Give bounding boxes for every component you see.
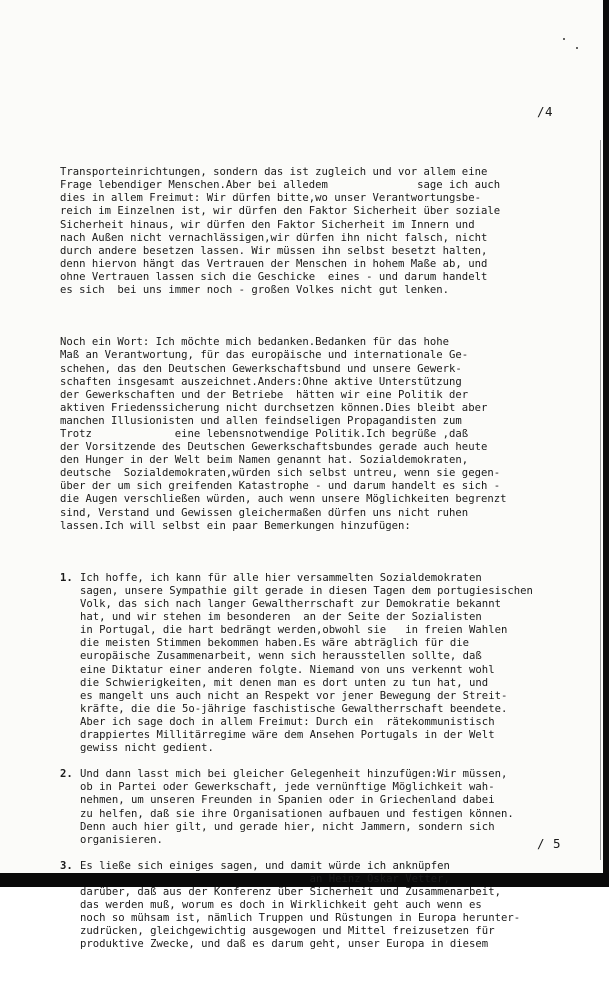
text-line: Trotz eine lebensnotwendige Politik.Ich begrüße ,daß — [60, 427, 469, 440]
text-line: in Portugal, die hart bedrängt werden,obwohl sie in freien Wahlen — [80, 624, 508, 637]
text-line: ohne Vertrauen lassen sich die Geschicke eines - und darum handelt — [60, 270, 488, 283]
text-line: gewiss nicht gedient. — [80, 742, 214, 755]
scan-speck — [576, 47, 578, 49]
text-line: nehmen, um unseren Freunden in Spanien oder in Griechenland dabei — [80, 794, 495, 807]
text-line: Denn auch hier gilt, und gerade hier, nicht Jammern, sondern sich — [80, 820, 495, 833]
page-marker-bottom: / 5 — [537, 836, 562, 851]
list-item-text — [80, 768, 590, 847]
text-line: Aber ich sage doch in allem Freimut: Durch ein rätekommunistisch — [80, 715, 495, 728]
text-line: hat, und wir stehen im besonderen an der Seite der Sozialisten — [80, 611, 482, 624]
text-line: Noch ein Wort: Ich möchte mich bedanken.Bedanken für das hohe — [60, 336, 450, 349]
text-line: ob in Partei oder Gewerkschaft, jede vernünftige Möglichkeit wah- — [80, 781, 495, 794]
text-line: reich im Einzelnen ist, wir dürfen den Faktor Sicherheit über soziale — [60, 205, 501, 218]
list-item-text — [80, 572, 590, 755]
text-line: sagen, unsere Sympathie gilt gerade in diesen Tagen dem portugiesischen — [80, 585, 533, 597]
text-line: die Augen verschließen würden, auch wenn unsere Möglichkeiten begrenzt — [60, 493, 507, 506]
list-item-text — [80, 860, 590, 952]
text-line: Es ließe sich einiges sagen, und damit würde ich anknüpfen — [80, 859, 450, 872]
text-line: eine Diktatur einer anderen folgte. Niemand von uns verkennt wohl — [80, 663, 495, 676]
text-line: Frage lebendiger Menschen.Aber bei alledem sage ich auch — [60, 179, 501, 192]
text-line: sind, Verstand und Gewissen gleichermaßen dürfen uns nicht ruhen — [60, 506, 469, 519]
text-line: darüber, daß aus der Konferenz über Sicherheit und Zusammenarbeit, — [80, 885, 501, 898]
text-line: drappiertes Millitärregime wäre dem Ansehen Portugals in der Welt — [80, 729, 495, 742]
text-line: zu helfen, daß sie ihre Organisationen aufbauen und festigen können. — [80, 807, 514, 820]
text-line: zudrücken, gleichgewichtig ausgewogen und Mittel freizusetzen für — [80, 925, 495, 938]
text-line: das werden muß, worum es doch in Wirklichkeit geht auch wenn es — [80, 899, 482, 912]
text-line: manchen Illusionisten und allen feindseligen Propagandisten zum — [60, 414, 462, 427]
text-line: Maß an Verantwortung, für das europäische und internationale Ge- — [60, 349, 469, 362]
text-line: kräfte, die die 5o-jährige faschistische Gewaltherrschaft beendete. — [80, 702, 508, 715]
list-item — [60, 572, 590, 755]
text-line: europäische Zusammenarbeit, wenn sich herausstellen sollte, daß — [80, 650, 482, 663]
text-line: schehen, das den Deutschen Gewerkschaftsbund und unsere Gewerk- — [60, 362, 462, 375]
list-item-number: 2. — [60, 768, 73, 781]
numbered-list — [60, 572, 590, 952]
text-line: nach Außen nicht vernachlässigen,wir dürfen ihn nicht falsch, nicht — [60, 231, 488, 244]
list-item — [60, 768, 590, 847]
text-line: an Heinz Oskar Vetter, — [80, 872, 450, 885]
text-line: organisieren. — [80, 833, 163, 846]
text-line: die Schwierigkeiten, mit denen man es dort unten zu tun hat, und — [80, 676, 489, 689]
body-text — [60, 140, 590, 991]
text-line: der Gewerkschaften und der Betriebe hätten wir eine Politik der — [60, 388, 469, 401]
text-line: durch andere besetzen lassen. Wir müssen ihn selbst besetzt halten, — [60, 244, 488, 257]
text-line: Und dann lasst mich bei gleicher Gelegenheit hinzufügen:Wir müssen, — [80, 768, 508, 781]
text-line: aktiven Friedenssicherung nicht durchsetzen können.Dies bleibt aber — [60, 401, 488, 414]
list-item-number: 3. — [60, 859, 73, 872]
text-line: über der um sich greifenden Katastrophe - und darum handelt es sich - — [60, 480, 501, 493]
text-line: lassen.Ich will selbst ein paar Bemerkungen hinzufügen: — [60, 519, 411, 532]
text-line: produktive Zwecke, und daß es darum geht, unser Europa in diesem — [80, 938, 489, 951]
list-item-number: 1. — [60, 571, 73, 584]
list-item — [60, 860, 590, 952]
text-line: der Vorsitzende des Deutschen Gewerkschaftsbundes gerade auch heute — [60, 441, 488, 454]
text-line: deutsche Sozialdemokraten,würden sich selbst untreu, wenn sie gegen- — [60, 467, 501, 480]
scan-edge-line — [600, 140, 601, 860]
text-line: den Hunger in der Welt beim Namen genannt hat. Sozialdemokraten, — [60, 454, 469, 467]
scan-edge-right — [603, 0, 609, 887]
second-paragraph — [60, 336, 590, 532]
text-line: es mangelt uns auch nicht an Respekt vor jener Bewegung der Streit- — [80, 689, 508, 702]
scan-speck — [563, 38, 565, 40]
text-line: dies in allem Freimut: Wir dürfen bitte,wo unser Verantwortungsbe- — [60, 192, 481, 205]
text-line: Volk, das sich nach langer Gewaltherrschaft zur Demokratie bekannt — [80, 598, 501, 611]
intro-paragraph — [60, 166, 590, 297]
text-line: noch so mühsam ist, nämlich Truppen und Rüstungen in Europa herunter- — [80, 912, 521, 925]
text-line: Transporteinrichtungen, sondern das ist zugleich und vor allem eine — [60, 166, 488, 179]
text-line: denn hiervon hängt das Vertrauen der Menschen in hohem Maße ab, und — [60, 257, 488, 270]
text-line: die meisten Stimmen bekommen haben.Es wäre abträglich für die — [80, 637, 470, 650]
page-marker-top: /4 — [537, 104, 554, 119]
text-line: Sicherheit hinaus, wir dürfen den Faktor Sicherheit im Innern und — [60, 218, 475, 231]
text-line: es sich bei uns immer noch - großen Volkes nicht gut lenken. — [60, 284, 450, 297]
text-line: schaften insgesamt auszeichnet.Anders:Ohne aktive Unterstützung — [60, 375, 462, 388]
text-line: Ich hoffe, ich kann für alle hier versammelten Sozialdemokraten — [80, 571, 482, 584]
